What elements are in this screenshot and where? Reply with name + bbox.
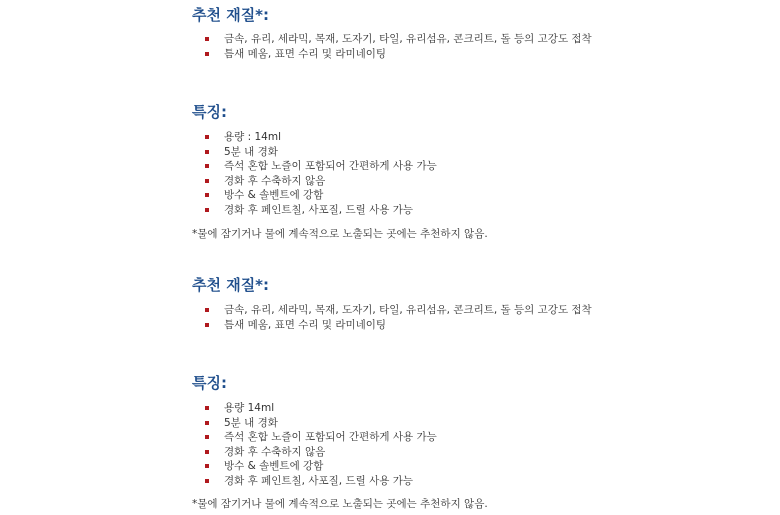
bullet-icon	[205, 464, 209, 468]
list-item: 틈새 메움, 표면 수리 및 라미네이팅	[192, 47, 592, 62]
features-list-1	[192, 130, 592, 217]
footnote: *물에 잠기거나 물에 계속적으로 노출되는 곳에는 추천하지 않음.	[192, 228, 488, 240]
bullet-icon	[205, 193, 209, 197]
list-item: 경화 후 페인트칠, 사포질, 드릴 사용 가능	[192, 474, 592, 489]
features-list-2	[192, 401, 592, 488]
list-item: 즉석 혼합 노즐이 포함되어 간편하게 사용 가능	[192, 430, 592, 445]
list-item: 경화 후 페인트칠, 사포질, 드릴 사용 가능	[192, 203, 592, 218]
bullet-icon	[205, 150, 209, 154]
bullet-icon	[205, 435, 209, 439]
list-item: 5분 내 경화	[192, 416, 592, 431]
features-section-2	[192, 373, 592, 393]
materials-list-1	[192, 32, 592, 61]
list-item: 금속, 유리, 세라믹, 목재, 도자기, 타일, 유리섬유, 콘크리트, 돌 등의 고강도 접착	[192, 303, 592, 318]
list-item: 방수 & 솔벤트에 강함	[192, 188, 592, 203]
list-item: 용량 14ml	[192, 401, 592, 416]
features-heading: 특징:	[192, 374, 227, 392]
list-item: 즉석 혼합 노즐이 포함되어 간편하게 사용 가능	[192, 159, 592, 174]
bullet-icon	[205, 179, 209, 183]
list-item: 틈새 메움, 표면 수리 및 라미네이팅	[192, 318, 592, 333]
bullet-icon	[205, 421, 209, 425]
materials-section-1	[192, 5, 592, 25]
bullet-icon	[205, 406, 209, 410]
list-item: 방수 & 솔벤트에 강함	[192, 459, 592, 474]
bullet-icon	[205, 52, 209, 56]
materials-list-2	[192, 303, 592, 332]
list-item: 경화 후 수축하지 않음	[192, 174, 592, 189]
note-2	[192, 497, 592, 511]
materials-section-2	[192, 275, 592, 295]
list-item: 경화 후 수축하지 않음	[192, 445, 592, 460]
bullet-icon	[205, 135, 209, 139]
features-heading: 특징:	[192, 103, 227, 121]
bullet-icon	[205, 323, 209, 327]
bullet-icon	[205, 37, 209, 41]
bullet-icon	[205, 450, 209, 454]
bullet-icon	[205, 208, 209, 212]
footnote: *물에 잠기거나 물에 계속적으로 노출되는 곳에는 추천하지 않음.	[192, 498, 488, 510]
bullet-icon	[205, 164, 209, 168]
list-item: 5분 내 경화	[192, 145, 592, 160]
features-section-1	[192, 102, 592, 122]
list-item: 용량 : 14ml	[192, 130, 592, 145]
bullet-icon	[205, 479, 209, 483]
list-item: 금속, 유리, 세라믹, 목재, 도자기, 타일, 유리섬유, 콘크리트, 돌 등의 고강도 접착	[192, 32, 592, 47]
note-1	[192, 227, 592, 241]
materials-heading: 추천 재질*:	[192, 276, 270, 294]
bullet-icon	[205, 308, 209, 312]
materials-heading: 추천 재질*:	[192, 6, 270, 24]
